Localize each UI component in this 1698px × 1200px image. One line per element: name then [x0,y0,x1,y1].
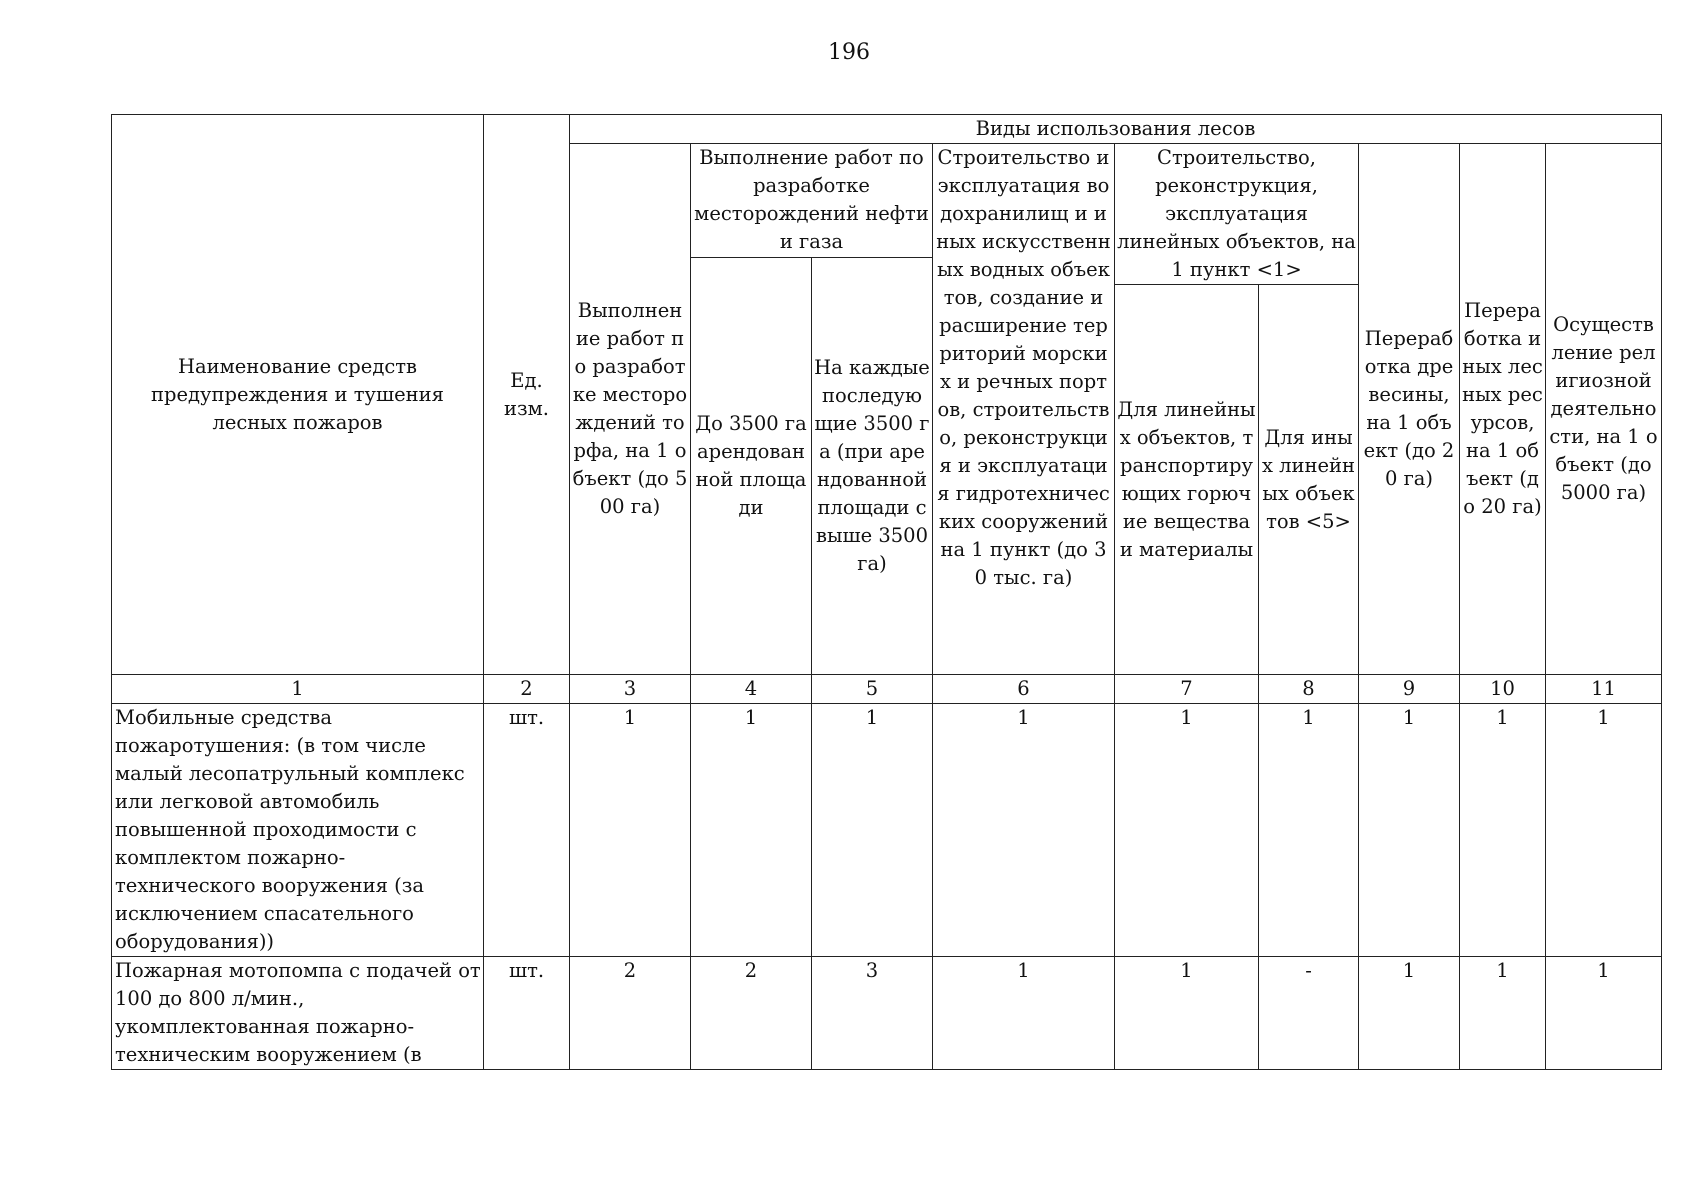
header-col5: На каждые последующие 3500 га (при арендованной площади свыше 3500 га) [812,258,933,675]
header-col8: Для иных линейных объектов <5> [1259,285,1359,675]
row-unit: шт. [484,704,570,957]
row-value: 1 [933,957,1115,1070]
row-value: 1 [1259,704,1359,957]
column-number: 5 [812,675,933,704]
table-row [112,957,1662,1070]
header-oil-gas: Выполнение работ по разработке месторождений нефти и газа [691,144,933,258]
column-number: 3 [570,675,691,704]
row-value: 1 [933,704,1115,957]
column-number: 10 [1460,675,1546,704]
row-value: 1 [1115,957,1259,1070]
row-name: Пожарная мотопомпа с подачей от 100 до 800 л/мин., укомплектованная пожарно-техническим вооружением (в [112,957,484,1070]
row-unit: шт. [484,957,570,1070]
header-col3: Выполнение работ по разработке месторождений торфа, на 1 объект (до 500 га) [570,144,691,675]
row-name: Мобильные средства пожаротушения: (в том числе малый лесопатрульный комплекс или легковой автомобиль повышенной проходимости с комплектом пожарно-технического вооружения (за исключением спасательного оборудования)) [112,704,484,957]
header-name: Наименование средств предупреждения и тушения лесных пожаров [112,115,484,675]
row-value: 1 [1359,704,1460,957]
page-number: 196 [828,40,870,65]
header-row-1 [112,115,1662,144]
column-numbers-row [112,675,1662,704]
row-value: 2 [570,957,691,1070]
column-number: 2 [484,675,570,704]
row-value: 1 [1546,957,1662,1070]
row-value: 1 [1546,704,1662,957]
table-row [112,704,1662,957]
fire-equipment-norms-table [111,114,1662,1070]
column-number: 4 [691,675,812,704]
column-number: 9 [1359,675,1460,704]
header-col6: Строительство и эксплуатация водохранилищ и иных искусственных водных объектов, создание и расширение территорий морских и речных портов, строительство, реконструкция и эксплуатация гидротехнических сооружений на 1 пункт (до 30 тыс. га) [933,144,1115,675]
header-col7: Для линейных объектов, транспортирующих горючие вещества и материалы [1115,285,1259,675]
header-col9: Переработка древесины, на 1 объект (до 20 га) [1359,144,1460,675]
header-col4: До 3500 га арендованной площади [691,258,812,675]
header-col10: Переработка иных лесных ресурсов, на 1 объект (до 20 га) [1460,144,1546,675]
row-value: 1 [812,704,933,957]
row-value: 1 [1115,704,1259,957]
row-value: - [1259,957,1359,1070]
row-value: 1 [691,704,812,957]
header-unit: Ед. изм. [484,115,570,675]
column-number: 1 [112,675,484,704]
row-value: 1 [570,704,691,957]
header-linear-objects: Строительство, реконструкция, эксплуатация линейных объектов, на 1 пункт <1> [1115,144,1359,285]
column-number: 7 [1115,675,1259,704]
header-forest-use-types: Виды использования лесов [570,115,1662,144]
row-value: 1 [1359,957,1460,1070]
row-value: 3 [812,957,933,1070]
column-number: 8 [1259,675,1359,704]
column-number: 11 [1546,675,1662,704]
row-value: 2 [691,957,812,1070]
header-col11: Осуществление религиозной деятельности, на 1 объект (до 5000 га) [1546,144,1662,675]
column-number: 6 [933,675,1115,704]
row-value: 1 [1460,957,1546,1070]
row-value: 1 [1460,704,1546,957]
